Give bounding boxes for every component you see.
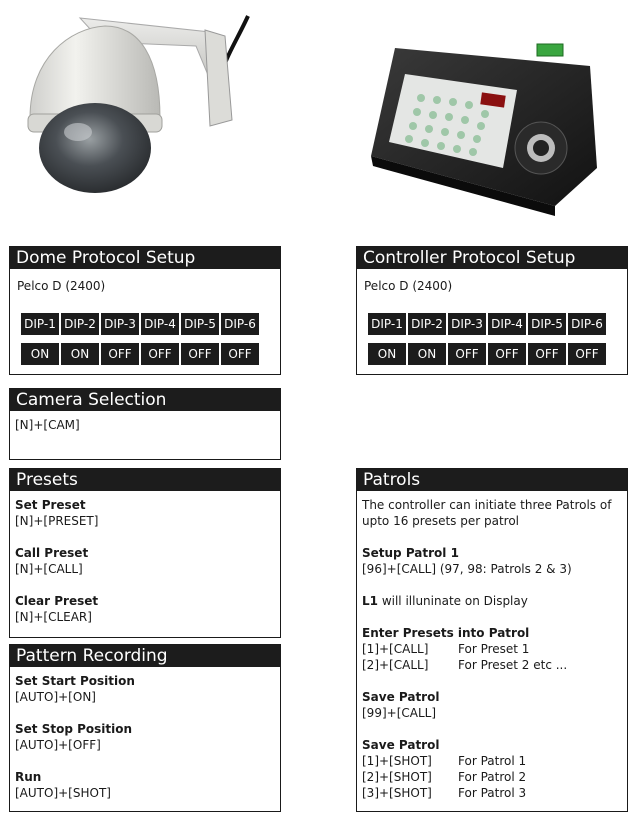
controller-protocol-name: Pelco D (2400): [364, 279, 453, 293]
camera-selection-command: [N]+[CAM]: [15, 418, 80, 432]
patrol-shot-command: [2]+[SHOT]: [362, 770, 432, 784]
set-stop-command: [AUTO]+[OFF]: [15, 738, 101, 752]
dome-dip-value: OFF: [221, 343, 259, 365]
dome-dip-table: [19, 313, 261, 335]
dome-protocol-panel: [9, 246, 281, 375]
patrol-shot-desc: For Patrol 1: [458, 754, 527, 768]
enter-preset-desc: For Preset 1: [458, 642, 530, 656]
controller-dip-header: DIP-3: [448, 313, 486, 335]
presets-panel: [9, 468, 281, 638]
set-stop-label: Set Stop Position: [15, 722, 133, 736]
presets-title: Presets: [10, 469, 280, 491]
call-preset-label: Call Preset: [15, 546, 89, 560]
dome-dip-header: DIP-2: [61, 313, 99, 335]
dome-dip-header: DIP-3: [101, 313, 139, 335]
controller-dip-header: DIP-5: [528, 313, 566, 335]
enter-preset-row: [362, 641, 622, 657]
controller-dip-value: ON: [368, 343, 406, 365]
controller-dip-value: ON: [408, 343, 446, 365]
camera-selection-panel: [9, 388, 281, 460]
setup-patrol-command: [96]+[CALL] (97, 98: Patrols 2 & 3): [362, 562, 572, 576]
enter-preset-desc: For Preset 2 etc ...: [458, 658, 568, 672]
dome-dip-value: OFF: [141, 343, 179, 365]
dome-dip-value: OFF: [181, 343, 219, 365]
save-patrol-label: Save Patrol: [362, 690, 440, 704]
run-command: [AUTO]+[SHOT]: [15, 786, 111, 800]
controller-dip-table: [366, 313, 608, 335]
camera-selection-title: Camera Selection: [10, 389, 280, 411]
controller-dip-values: [366, 343, 608, 365]
patrol-shot-command: [1]+[SHOT]: [362, 754, 432, 768]
clear-preset-label: Clear Preset: [15, 594, 99, 608]
patrol-shot-row: [362, 785, 622, 801]
set-start-command: [AUTO]+[ON]: [15, 690, 96, 704]
controller-dip-header: DIP-1: [368, 313, 406, 335]
patrols-panel: [356, 468, 628, 812]
patrol-shot-desc: For Patrol 3: [458, 786, 527, 800]
controller-dip-value: OFF: [528, 343, 566, 365]
dome-dip-header: DIP-4: [141, 313, 179, 335]
dome-dip-value: OFF: [101, 343, 139, 365]
controller-dip-value: OFF: [488, 343, 526, 365]
patrols-title: Patrols: [357, 469, 627, 491]
save-patrol-command: [99]+[CALL]: [362, 706, 437, 720]
controller-dip-header: DIP-2: [408, 313, 446, 335]
patrol-shot-command: [3]+[SHOT]: [362, 786, 432, 800]
set-start-label: Set Start Position: [15, 674, 135, 688]
enter-preset-command: [1]+[CALL]: [362, 642, 429, 656]
l1-label: L1: [362, 594, 378, 608]
dome-dip-value: ON: [61, 343, 99, 365]
l1-note: [362, 593, 622, 609]
patrol-shot-desc: For Patrol 2: [458, 770, 527, 784]
setup-patrol-label: Setup Patrol 1: [362, 546, 459, 560]
pattern-recording-panel: [9, 644, 281, 812]
pattern-recording-title: Pattern Recording: [10, 645, 280, 667]
dome-camera-image: [10, 8, 270, 208]
controller-dip-header: DIP-4: [488, 313, 526, 335]
enter-preset-command: [2]+[CALL]: [362, 658, 429, 672]
controller-keyboard-image: [365, 38, 625, 228]
patrol-shot-row: [362, 769, 622, 785]
dome-dip-value: ON: [21, 343, 59, 365]
clear-preset-command: [N]+[CLEAR]: [15, 610, 92, 624]
dome-dip-header: DIP-5: [181, 313, 219, 335]
controller-protocol-title: Controller Protocol Setup: [357, 247, 627, 269]
set-preset-label: Set Preset: [15, 498, 86, 512]
controller-dip-value: OFF: [568, 343, 606, 365]
patrols-intro-line-1: The controller can initiate three Patrols of: [362, 498, 612, 512]
controller-dip-header: DIP-6: [568, 313, 606, 335]
controller-dip-value: OFF: [448, 343, 486, 365]
set-preset-command: [N]+[PRESET]: [15, 514, 99, 528]
run-label: Run: [15, 770, 42, 784]
enter-preset-row: [362, 657, 622, 673]
dome-protocol-name: Pelco D (2400): [17, 279, 106, 293]
enter-presets-label: Enter Presets into Patrol: [362, 626, 530, 640]
dome-dip-header: DIP-1: [21, 313, 59, 335]
controller-protocol-panel: [356, 246, 628, 375]
l1-text: will illuninate on Display: [378, 594, 528, 608]
dome-dip-values: [19, 343, 261, 365]
call-preset-command: [N]+[CALL]: [15, 562, 83, 576]
patrols-intro-line-2: upto 16 presets per patrol: [362, 514, 520, 528]
save-patrol-label-2: Save Patrol: [362, 738, 440, 752]
dome-dip-header: DIP-6: [221, 313, 259, 335]
dome-protocol-title: Dome Protocol Setup: [10, 247, 280, 269]
patrol-shot-row: [362, 753, 622, 769]
